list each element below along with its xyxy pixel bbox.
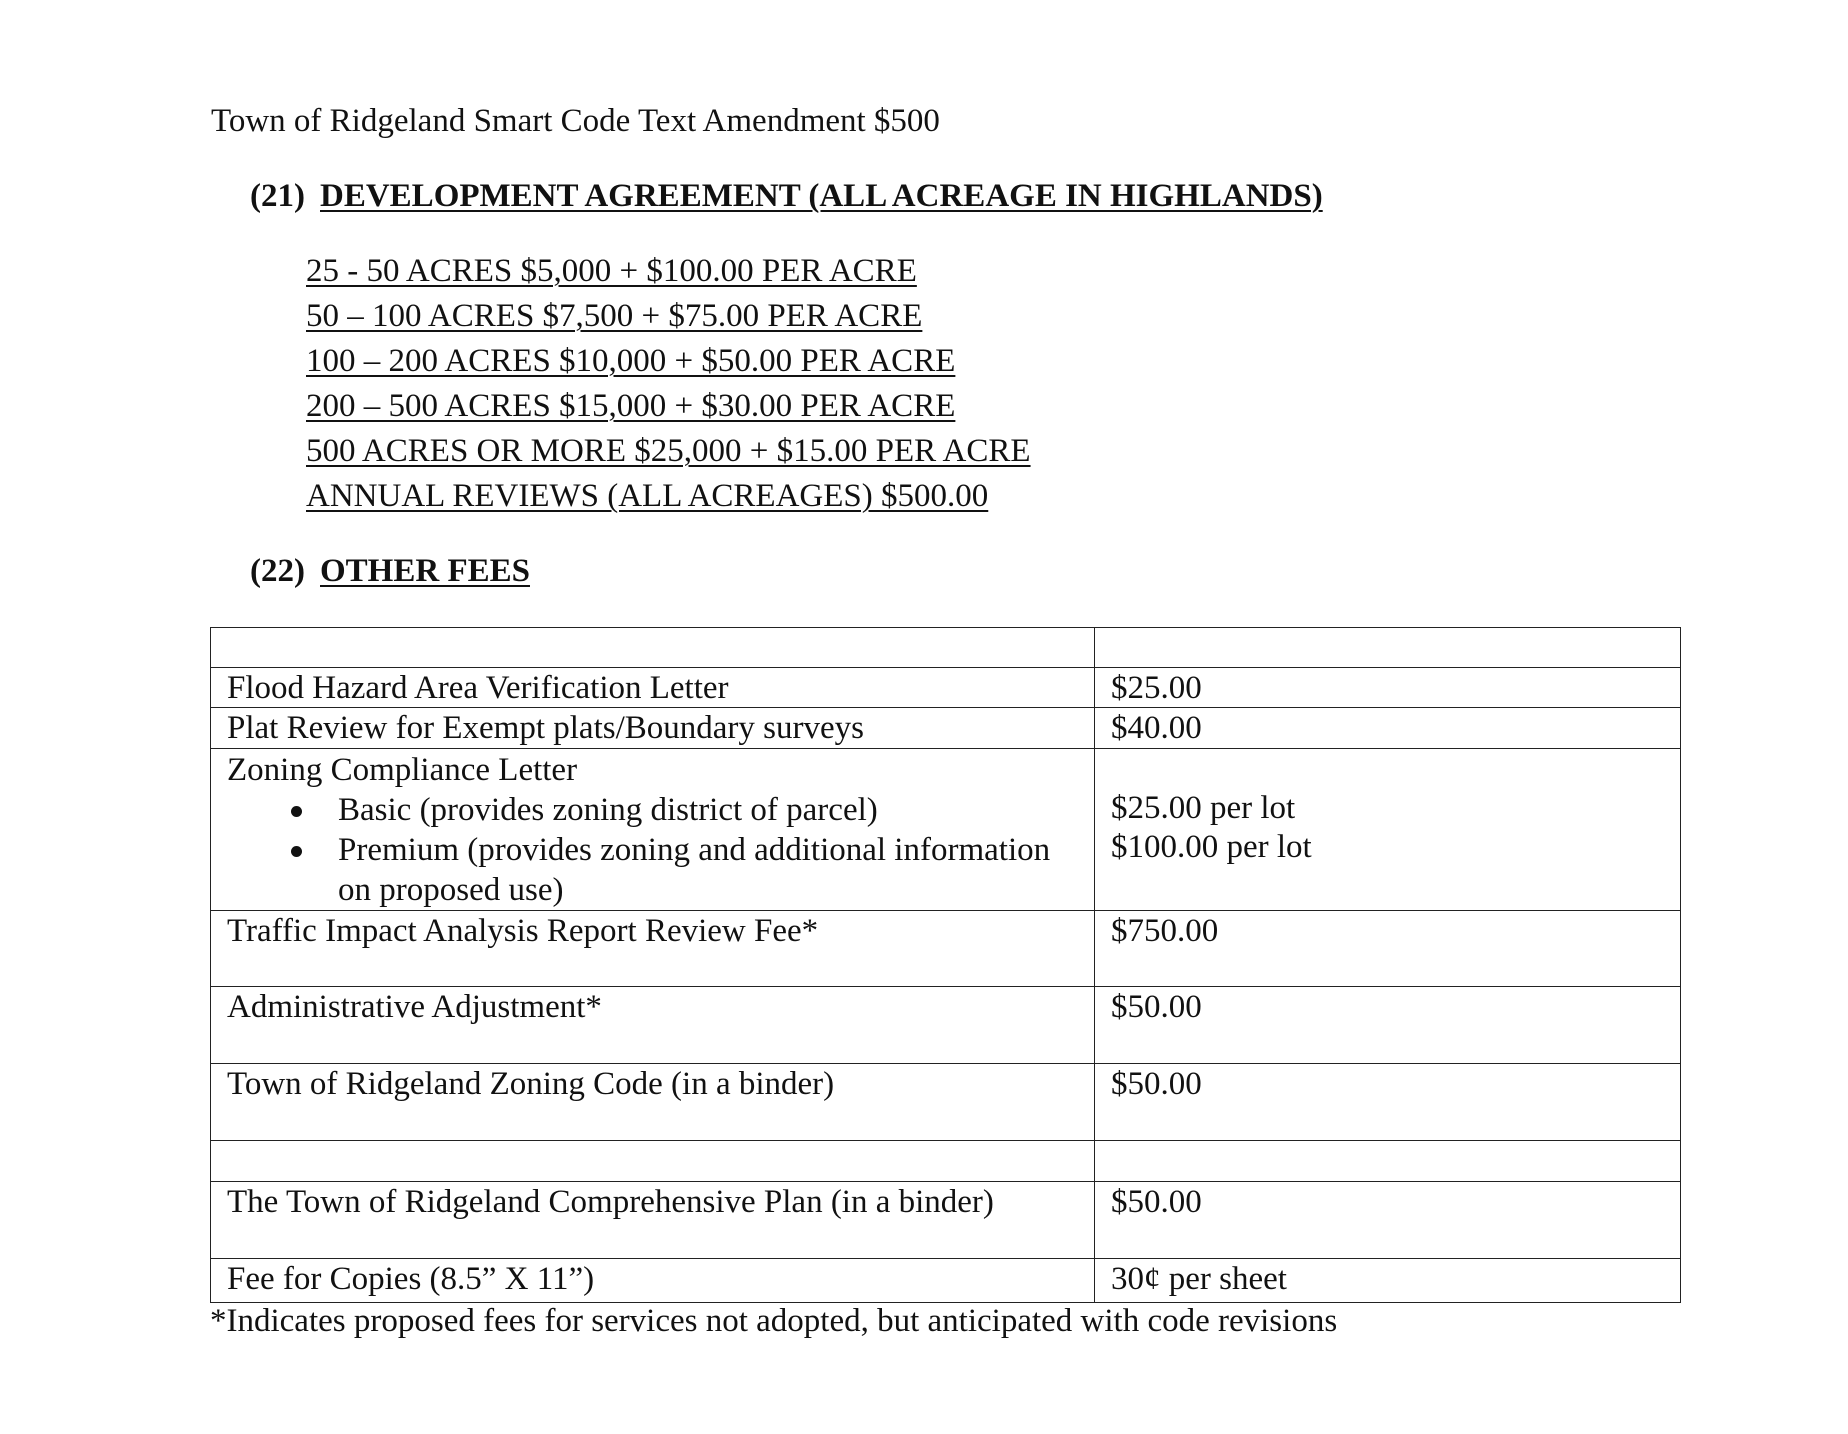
other-fees-table xyxy=(210,627,1681,1303)
table-row-empty xyxy=(211,628,1680,668)
table-row-zoning-compliance xyxy=(211,749,1680,911)
bullet-icon xyxy=(291,846,302,857)
zoning-fee-cell xyxy=(1095,749,1680,910)
table-cell-empty xyxy=(211,1141,1095,1181)
list-item: ANNUAL REVIEWS (ALL ACREAGES) $500.00 xyxy=(306,478,989,514)
table-cell-empty xyxy=(1095,628,1680,667)
table-cell-empty xyxy=(211,628,1095,667)
fee-label: Plat Review for Exempt plats/Boundary surveys xyxy=(211,708,1095,748)
bullet-item xyxy=(227,790,1080,830)
footnote: *Indicates proposed fees for services not adopted, but anticipated with code revisions xyxy=(210,1303,1338,1339)
section-21-heading xyxy=(250,176,1450,216)
bullet-marker xyxy=(227,790,338,830)
table-row-empty xyxy=(211,1141,1680,1182)
bullet-marker xyxy=(227,830,338,870)
list-item: 50 – 100 ACRES $7,500 + $75.00 PER ACRE xyxy=(306,298,923,334)
table-row xyxy=(211,987,1680,1064)
fee-amount: $50.00 xyxy=(1111,1184,1202,1220)
table-row xyxy=(211,911,1680,987)
section-22-title: OTHER FEES xyxy=(320,553,530,589)
list-item: 100 – 200 ACRES $10,000 + $50.00 PER ACRE xyxy=(306,343,956,379)
bullet-text: Premium (provides zoning and additional information on proposed use) xyxy=(338,832,1051,908)
fee-amount: $50.00 xyxy=(1111,1066,1202,1102)
bullet-text: Basic (provides zoning district of parcel) xyxy=(338,792,878,828)
list-item: 200 – 500 ACRES $15,000 + $30.00 PER ACRE xyxy=(306,388,956,424)
table-row xyxy=(211,1259,1680,1302)
table-row xyxy=(211,668,1680,708)
section-21-title: DEVELOPMENT AGREEMENT (ALL ACREAGE IN HIGHLANDS) xyxy=(320,178,1323,214)
table-row xyxy=(211,708,1680,749)
fee-amount: $25.00 per lot xyxy=(1111,790,1296,826)
table-row xyxy=(211,1064,1680,1141)
zoning-compliance-cell xyxy=(211,749,1095,910)
bullet-icon xyxy=(291,806,302,817)
section-22-heading xyxy=(250,551,850,591)
development-agreement-fee-list xyxy=(306,249,1031,519)
fee-label: Town of Ridgeland Zoning Code (in a binder) xyxy=(211,1064,1095,1140)
section-21-number: (21) xyxy=(250,178,305,214)
list-item: 25 - 50 ACRES $5,000 + $100.00 PER ACRE xyxy=(306,253,917,289)
fee-amount: 30¢ per sheet xyxy=(1111,1261,1287,1297)
fee-amount: $100.00 per lot xyxy=(1111,829,1312,865)
table-row xyxy=(211,1182,1680,1259)
fee-amount: $25.00 xyxy=(1111,670,1202,706)
fee-label: Flood Hazard Area Verification Letter xyxy=(211,668,1095,707)
fee-label: Administrative Adjustment* xyxy=(211,987,1095,1063)
list-item: 500 ACRES OR MORE $25,000 + $15.00 PER ACRE xyxy=(306,433,1031,469)
fee-label: The Town of Ridgeland Comprehensive Plan (in a binder) xyxy=(211,1182,1095,1258)
table-cell-empty xyxy=(1095,1141,1680,1181)
fee-label: Zoning Compliance Letter xyxy=(227,752,578,788)
bullet-item xyxy=(227,830,1080,910)
fee-label: Traffic Impact Analysis Report Review Fee* xyxy=(211,911,1095,986)
fee-amount: $50.00 xyxy=(1111,989,1202,1025)
fee-amount: $750.00 xyxy=(1111,913,1219,949)
fee-label: Fee for Copies (8.5” X 11”) xyxy=(211,1259,1095,1302)
intro-line: Town of Ridgeland Smart Code Text Amendment $500 xyxy=(211,103,940,139)
section-22-number: (22) xyxy=(250,553,305,589)
fee-amount: $40.00 xyxy=(1111,710,1202,746)
